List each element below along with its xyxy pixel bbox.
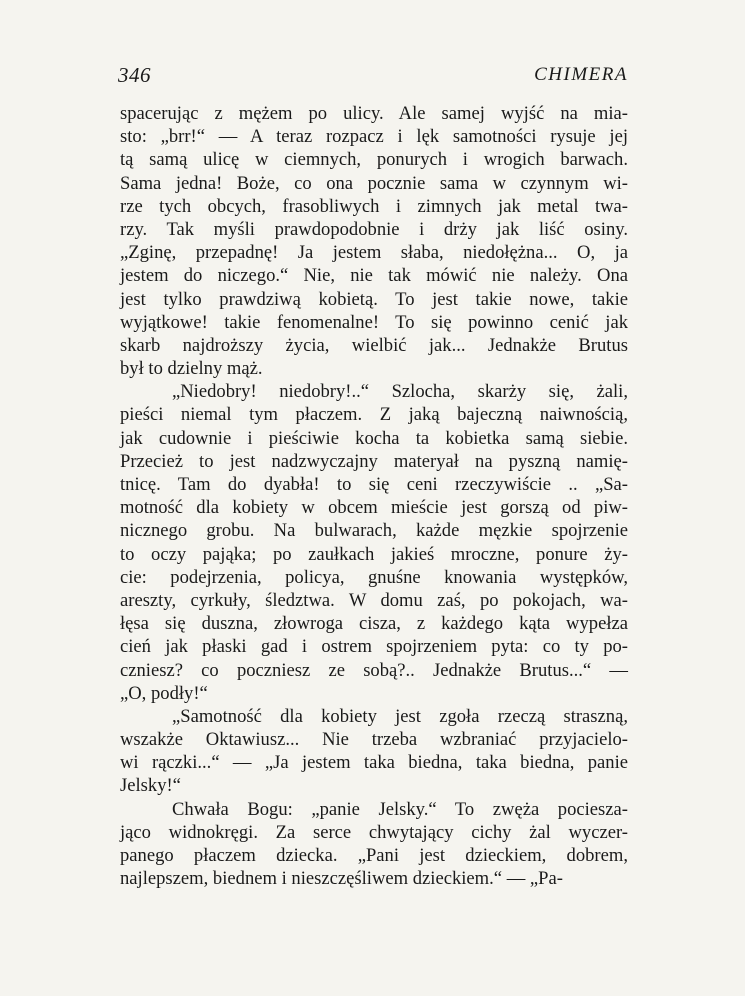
text-line: skarb najdroższy życia, wielbić jak... Jednakże Brutus	[120, 334, 628, 356]
text-line: „Samotność dla kobiety jest zgoła rzeczą straszną,	[172, 705, 628, 727]
text-line: Sama jedna! Boże, co ona pocznie sama w czynnym wi-	[120, 172, 628, 194]
text-line: nicznego grobu. Na bulwarach, każde męzkie spojrzenie	[120, 520, 628, 542]
text-line: wi rączki...“ — „Ja jestem taka biedna, taka biedna, panie	[120, 752, 628, 774]
paragraph	[120, 705, 628, 798]
text-line: „O, podły!“	[120, 682, 208, 704]
text-line: wyjątkowe! takie fenomenalne! To się powinno cenić jak	[120, 311, 628, 333]
text-line: jest tylko prawdziwą kobietą. To jest takie nowe, takie	[120, 288, 628, 310]
text-line: tnicę. Tam do dyabła! to się ceni rzeczywiście .. „Sa-	[120, 474, 628, 495]
text-line: cie: podejrzenia, policya, gnuśne knowania występków,	[120, 566, 628, 588]
text-line: był to dzielny mąż.	[120, 358, 263, 380]
text-line: jąco widnokręgi. Za serce chwytający cichy żal wyczer-	[120, 821, 628, 843]
page-header	[118, 62, 628, 88]
text-line: Chwała Bogu: „panie Jelsky.“ To zwęża pociesza-	[172, 798, 628, 820]
text-line: najlepszem, biednem i nieszczęśliwem dzieckiem.“ — „Pa-	[120, 868, 563, 890]
text-line: to oczy pająka; po zaułkach jakieś mroczne, ponure ży-	[120, 543, 628, 565]
running-title: CHIMERA	[534, 64, 628, 85]
text-body	[120, 102, 628, 890]
text-line: rze tych obcych, frasobliwych i zimnych jak metal twa-	[120, 195, 628, 217]
paragraph	[120, 380, 628, 705]
text-line: spacerując z mężem po ulicy. Ale samej wyjść na mia-	[120, 103, 628, 124]
text-line: łęsa się duszna, złowroga cisza, z każdego kąta wypełza	[120, 613, 628, 635]
text-line: Jelsky!“	[120, 775, 181, 797]
text-line: pieści niemal tym płaczem. Z jaką bajeczną naiwnością,	[120, 404, 628, 426]
text-line: czniesz? co poczniesz ze sobą?.. Jednakże Brutus...“ —	[120, 659, 628, 681]
text-line: tą samą ulicę w ciemnych, ponurych i wrogich barwach.	[120, 149, 628, 171]
page-number: 346	[118, 63, 151, 87]
text-line: cień jak płaski gad i ostrem spojrzeniem pyta: co ty po-	[120, 636, 628, 658]
text-line: jak cudownie i pieściwie kocha ta kobietka samą siebie.	[120, 427, 628, 449]
paragraph	[120, 102, 628, 380]
text-line: jestem do niczego.“ Nie, nie tak mówić nie należy. Ona	[120, 265, 628, 287]
text-line: sto: „brr!“ — A teraz rozpacz i lęk samotności rysuje jej	[120, 126, 628, 148]
text-line: wszakże Oktawiusz... Nie trzeba wzbraniać przyjacielo-	[120, 729, 628, 751]
text-line: motność dla kobiety w obcem mieście jest gorszą od piw-	[120, 497, 628, 519]
text-line: „Niedobry! niedobry!..“ Szlocha, skarży się, żali,	[172, 381, 628, 403]
text-line: panego płaczem dziecka. „Pani jest dzieckiem, dobrem,	[120, 845, 628, 866]
text-line: areszty, cyrkuły, śledztwa. W domu zaś, po pokojach, wa-	[120, 589, 628, 611]
text-line: „Zginę, przepadnę! Ja jestem słaba, niedołężna... O, ja	[120, 242, 628, 264]
text-line: rzy. Tak myśli prawdopodobnie i drży jak liść osiny.	[120, 218, 628, 240]
text-line: Przecież to jest nadzwyczajny materyał na pyszną namię-	[120, 450, 628, 472]
paragraph	[120, 798, 628, 891]
